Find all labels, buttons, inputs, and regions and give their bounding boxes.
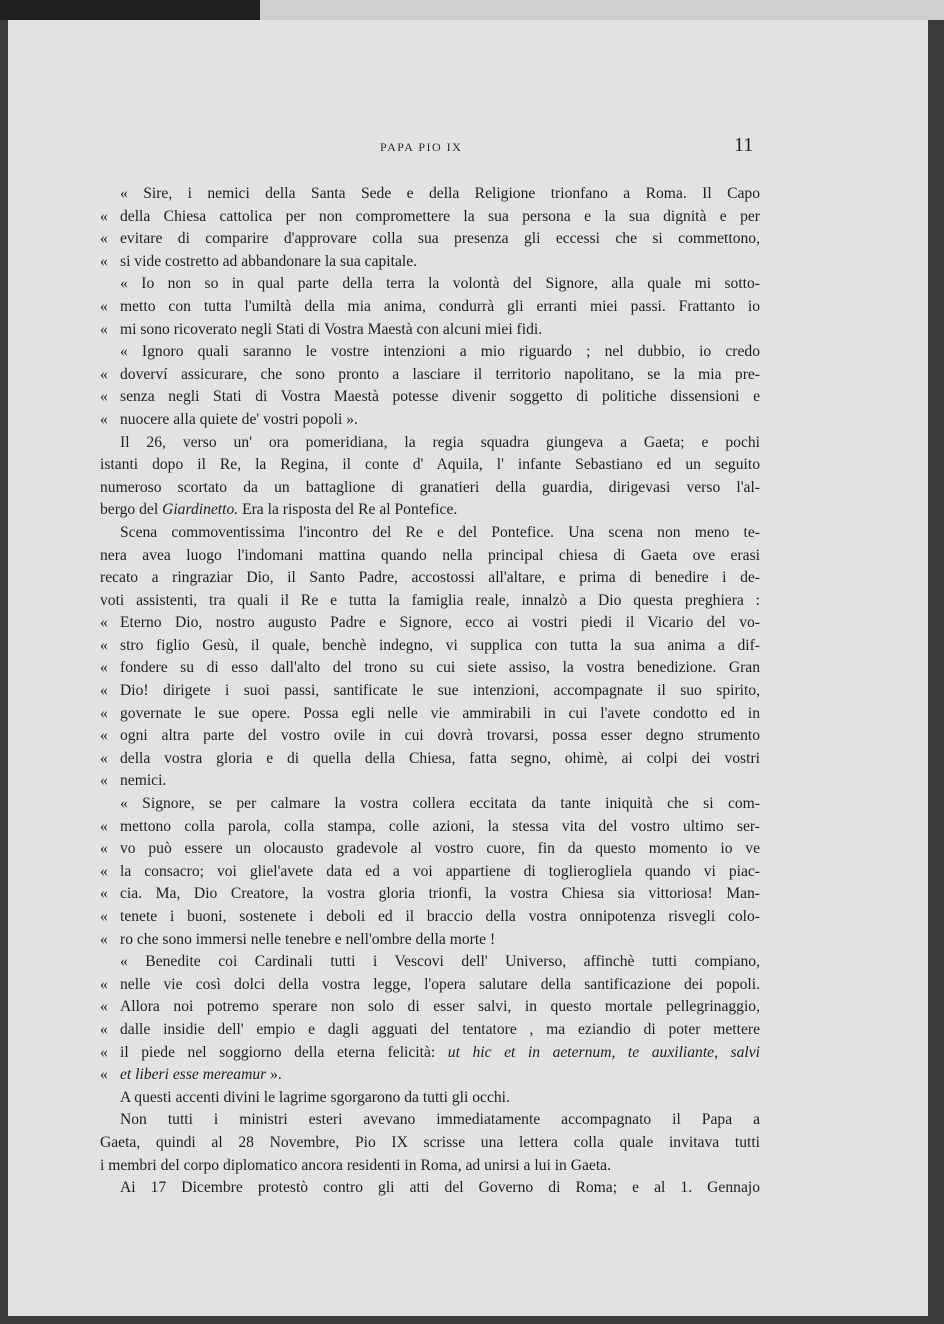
quote-mark: « [100, 320, 108, 338]
text-line [100, 680, 760, 703]
text-line [100, 409, 760, 432]
text-line [100, 906, 760, 929]
text-line [100, 567, 760, 590]
quote-mark: « [100, 614, 108, 632]
line-text: « Benedite coi Cardinali tutti i Vescovi dell' Universo, affinchè tutti compiano, [120, 953, 760, 971]
text-line [100, 341, 760, 364]
text-line [100, 951, 760, 974]
text-line [100, 251, 760, 274]
quote-mark: « [100, 252, 108, 270]
text-line [100, 883, 760, 906]
text-line [100, 1019, 760, 1042]
italic-text: et liberi esse mereamur [120, 1066, 267, 1084]
quote-mark: « [100, 930, 108, 948]
text-line [100, 657, 760, 680]
line-text: i membri del corpo diplomatico ancora residenti in Roma, ad unirsi a lui in Gaeta. [100, 1156, 611, 1174]
line-text: doverví assicurare, che sono pronto a lasciare il territorio napolitano, se la mia pre- [120, 365, 760, 383]
line-text: dalle insidie dell' empio e dagli agguati del tentatore , ma eziandio di poter mettere [120, 1020, 760, 1038]
line-text: metto con tutta l'umiltà della mia anima, condurrà gli erranti miei passi. Frattanto io [120, 297, 760, 315]
line-text: recato a ringraziar Dio, il Santo Padre, accostossi all'altare, e prima di benedire i de- [100, 569, 760, 587]
text-line [100, 273, 760, 296]
quote-mark: « [100, 998, 108, 1016]
text-line [100, 1087, 760, 1110]
line-text: numeroso scortato da un battaglione di granatieri della guardia, dirigevasi verso l'al- [100, 478, 760, 496]
quote-mark: « [100, 1043, 108, 1061]
line-text: bergo del [100, 501, 163, 519]
quote-mark: « [100, 1066, 108, 1084]
quote-mark: « [100, 862, 108, 880]
text-line [100, 183, 760, 206]
text-line [100, 770, 760, 793]
line-text: mettono colla parola, colla stampa, colle azioni, la stessa vita del vostro ultimo ser- [120, 817, 760, 835]
line-tail: Era la risposta del Re al Pontefice. [238, 501, 458, 519]
text-line [100, 1064, 760, 1087]
line-text: Ai 17 Dicembre protestò contro gli atti del Governo di Roma; e al 1. Gennajo [120, 1179, 760, 1197]
line-text: della Chiesa cattolica per non compromettere la sua persona e la sua dignità e per [120, 207, 760, 225]
line-text: « Signore, se per calmare la vostra collera eccitata da tante iniquità che si com- [120, 795, 760, 813]
quote-mark: « [100, 975, 108, 993]
quote-mark: « [100, 817, 108, 835]
quote-mark: « [100, 207, 108, 225]
line-text: Il 26, verso un' ora pomeridiana, la regia squadra giungeva a Gaeta; e pochi [120, 433, 760, 451]
line-text: nemici. [120, 772, 167, 790]
italic-text: ut hic et in aeternum, te auxiliante, salvi [447, 1043, 760, 1061]
quote-mark: « [100, 704, 108, 722]
line-text: evitare di comparire d'approvare colla sua presenza gli eccessi che si commettono, [120, 230, 760, 248]
text-line [100, 1132, 760, 1155]
line-text: Non tutti i ministri esteri avevano immediatamente accompagnato il Papa a [120, 1111, 760, 1129]
text-line [100, 319, 760, 342]
line-text: istanti dopo il Re, la Regina, il conte d' Aquila, l' infante Sebastiano ed un seguito [100, 456, 760, 474]
quote-mark: « [100, 727, 108, 745]
text-line [100, 386, 760, 409]
text-line [100, 477, 760, 500]
text-line [100, 522, 760, 545]
line-text: il piede nel soggiorno della eterna felicità: [120, 1043, 448, 1061]
page-header [0, 136, 944, 160]
quote-mark: « [100, 297, 108, 315]
line-text: nuocere alla quiete de' vostri popoli ». [120, 410, 358, 428]
text-line [100, 1042, 760, 1065]
quote-mark: « [100, 908, 108, 925]
text-line [100, 816, 760, 839]
line-text: della vostra gloria e di quella della Chiesa, fatta segno, ohimè, ai colpi dei vostri [120, 749, 760, 767]
running-title: PAPA PIO IX [380, 140, 463, 154]
italic-text: Giardinetto. [162, 501, 239, 519]
line-text: Scena commoventissima l'incontro del Re e del Pontefice. Una scena non meno te- [120, 523, 760, 541]
quote-mark: « [100, 885, 108, 903]
line-text: Allora noi potremo sperare non solo di esser salvi, in questo mortale pellegrinaggio, [120, 998, 760, 1016]
line-text: si vide costretto ad abbandonare la sua capitale. [120, 252, 418, 270]
text-line [100, 612, 760, 635]
line-text: « Sire, i nemici della Santa Sede e della Religione trionfano a Roma. Il Capo [120, 185, 760, 202]
line-text: ro che sono immersi nelle tenebre e nell'ombre della morte ! [120, 930, 496, 948]
quote-mark: « [100, 230, 108, 248]
text-line [100, 996, 760, 1019]
line-text: nelle vie così dolci della vostra legge, l'opera salutare della santificazione dei popoli. [120, 975, 760, 993]
scan-top-edge [0, 0, 944, 20]
text-line [100, 748, 760, 771]
line-text: « Ignoro quali saranno le vostre intenzioni a mio riguardo ; nel dubbio, io credo [120, 343, 760, 361]
quote-mark: « [100, 659, 108, 677]
page-number: 11 [734, 134, 754, 156]
text-line [100, 838, 760, 861]
text-line [100, 228, 760, 251]
quote-mark: « [100, 682, 108, 700]
quote-mark: « [100, 410, 108, 428]
text-line [100, 454, 760, 477]
quote-mark: « [100, 636, 108, 654]
text-line [100, 499, 760, 522]
text-line [100, 703, 760, 726]
line-text: senza negli Stati di Vostra Maestà potesse divenir soggetto di politiche dissensioni e [120, 388, 760, 406]
text-line [100, 590, 760, 613]
quote-mark: « [100, 749, 108, 767]
line-text: mi sono ricoverato negli Stati di Vostra Maestà con alcuni miei fidi. [120, 320, 543, 338]
quote-mark: « [100, 388, 108, 406]
text-line [100, 974, 760, 997]
text-line [100, 635, 760, 658]
text-line [100, 206, 760, 229]
quote-mark: « [100, 1020, 108, 1038]
line-text: voti assistenti, tra quali il Re e tutta la famiglia reale, innalzò a Dio questa preghiera : [100, 591, 760, 609]
quote-mark: « [100, 365, 108, 383]
quote-mark: « [100, 840, 108, 858]
line-text: governate le sue opere. Possa egli nelle vie ammirabili in cui l'avete condotto ed in [120, 704, 760, 722]
line-text: A questi accenti divini le lagrime sgorgarono da tutti gli occhi. [120, 1088, 510, 1106]
text-line [100, 929, 760, 952]
text-line [100, 861, 760, 884]
line-text: « Io non so in qual parte della terra la volontà del Signore, alla quale mi sotto- [120, 275, 760, 293]
text-line [100, 296, 760, 319]
line-text: fondere su di esso dall'alto del trono su cui siete assiso, la vostra benedizione. Gran [120, 659, 760, 677]
line-text: Gaeta, quindi al 28 Novembre, Pio IX scrisse una lettera colla quale invitava tutti [100, 1133, 760, 1151]
line-text: stro figlio Gesù, il quale, benchè indegno, vi supplica con tutta la sua anima a dif- [120, 636, 760, 654]
line-text: tenete i buoni, sostenete i deboli ed il braccio della vostra onnipotenza risvegli colo- [120, 908, 760, 925]
line-text: nera avea luogo l'indomani mattina quando nella principal chiesa di Gaeta ove erasi [100, 546, 760, 564]
text-line [100, 545, 760, 568]
text-line [100, 793, 760, 816]
text-line [100, 1155, 760, 1178]
quote-mark: « [100, 772, 108, 790]
line-text: vo può essere un olocausto gradevole al vostro cuore, fin da questo momento io ve [120, 840, 760, 858]
body-text [100, 183, 760, 1200]
line-text: Dio! dirigete i suoi passi, santificate le sue intenzioni, accompagnate il suo spirito, [120, 682, 760, 700]
text-line [100, 725, 760, 748]
line-text: ogni altra parte del vostro ovile in cui dovrà trovarsi, possa esser degno strumento [120, 727, 760, 745]
line-text: Eterno Dio, nostro augusto Padre e Signore, ecco ai vostri piedi il Vicario del vo- [120, 614, 760, 632]
line-text: cia. Ma, Dio Creatore, la vostra gloria trionfi, la vostra Chiesa sia vittoriosa! Man- [120, 885, 760, 903]
line-text: la consacro; voi gliel'avete data ed a voi appartiene di toglierogliela quando vi piac- [120, 862, 760, 880]
text-line [100, 432, 760, 455]
text-line [100, 1109, 760, 1132]
line-tail: ». [266, 1066, 282, 1084]
text-line [100, 1177, 760, 1200]
text-line [100, 364, 760, 387]
